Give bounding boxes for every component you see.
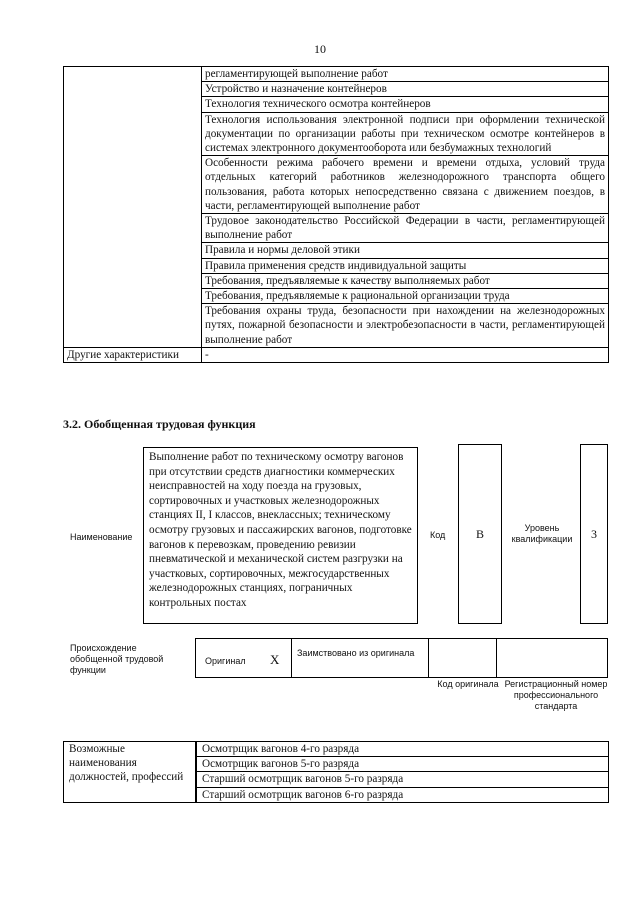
positions-label: Возможные наименования должностей, профессий [64,742,197,803]
borrowed-cell: Заимствовано из оригинала [291,638,429,678]
table-cell: Правила применения средств индивидуальной защиты [202,258,609,273]
registration-number-label: Регистрационный номер профессионального стандарта [504,679,608,711]
table-cell: Особенности режима рабочего времени и времени отдыха, условий труда отдельных категорий работников железнодорожного транспорта общего пользования, работа которых непосредственно связана с движением поездов, в части, регламентирующей выполнение работ [202,156,609,214]
code-label: Код [430,530,446,540]
origin-row [195,638,609,678]
positions-table [63,741,609,803]
table-cell-empty [64,67,202,348]
table-cell: Требования, предъявляемые к качеству выполняемых работ [202,273,609,288]
table-cell: регламентирующей выполнение работ [202,67,609,82]
original-cell [195,638,292,678]
table-cell: Трудовое законодательство Российской Федерации в части, регламентирующей выполнение работ [202,214,609,243]
section-title: 3.2. Обобщенная трудовая функция [63,417,256,431]
other-characteristics-label: Другие характеристики [64,347,202,362]
knowledge-table [63,66,609,363]
original-mark: X [270,652,280,667]
table-cell: Правила и нормы деловой этики [202,243,609,258]
position-item: Осмотрщик вагонов 5-го разряда [196,757,609,772]
table-row [64,347,609,362]
code-value-box: В [458,444,502,624]
name-label: Наименование [70,532,133,542]
position-item: Осмотрщик вагонов 4-го разряда [196,742,609,757]
position-item: Старший осмотрщик вагонов 5-го разряда [196,772,609,787]
original-label: Оригинал [205,656,246,666]
position-item: Старший осмотрщик вагонов 6-го разряда [196,787,609,802]
function-name-box: Выполнение работ по техническому осмотру вагонов при отсутствии средств диагностики коммерческих неисправностей на ходу поезда на грузовых, сортировочных и участковых железнодорожных станциях II, I классов, внеклассных; техническому осмотру грузовых и пассажирских вагонов, подготовке вагонов к перевозкам, проведению ревизии пневматической и механической систем разгрузки на участковых, сортировочных, межгосударственных железнодорожных станциях, пограничных контрольных постах [143,447,418,624]
table-cell: Устройство и назначение контейнеров [202,82,609,97]
registration-number-cell [496,638,608,678]
table-row [64,742,609,757]
qualification-level-box: 3 [580,444,608,624]
table-cell: Требования, предъявляемые к рациональной организации труда [202,289,609,304]
table-cell: Технология технического осмотра контейнеров [202,97,609,112]
qualification-level-label: Уровень квалификации [511,523,573,544]
other-characteristics-value: - [202,347,609,362]
code-original-cell [428,638,497,678]
table-cell: Технология использования электронной подписи при оформлении технической документации по организации работы при техническом осмотре контейнеров в системах электронного документооборота или безбумажных технологий [202,112,609,156]
code-original-label: Код оригинала [437,679,499,689]
page-number: 10 [314,42,326,56]
table-cell: Требования охраны труда, безопасности при нахождении на железнодорожных путях, пожарной безопасности и электробезопасности в части, регламентирующей выполнение работ [202,304,609,348]
table-row [64,67,609,82]
origin-label: Происхождение обобщенной трудовой функции [70,643,164,675]
